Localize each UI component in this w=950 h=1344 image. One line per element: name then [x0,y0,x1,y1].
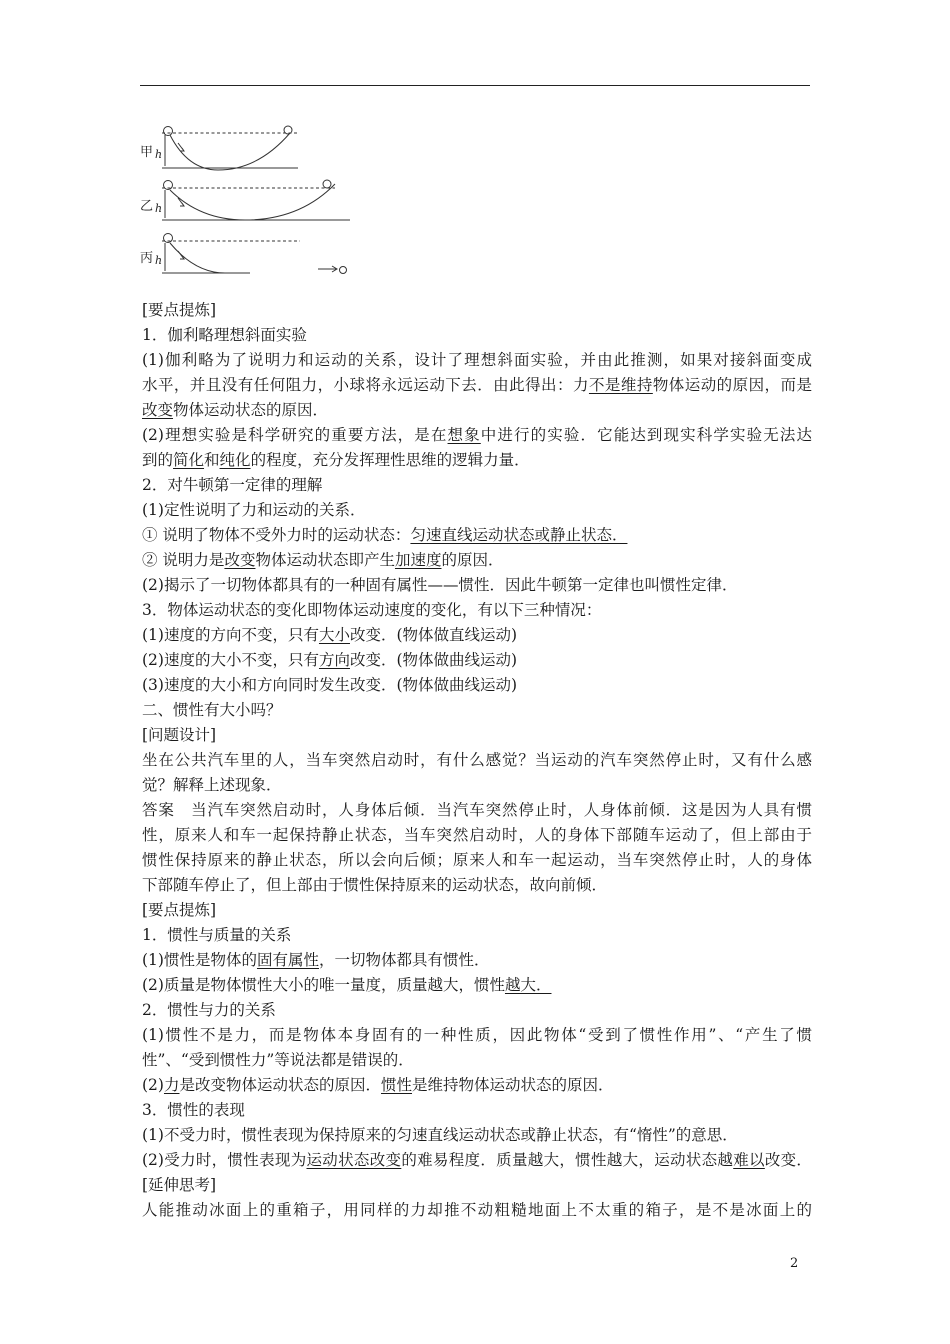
text-segment: 物体运动状态即产生 [255,551,395,569]
text-segment: 答案 当汽车突然启动时，人身体后倾．当汽车突然停止时，人身体前倾．这是因为人具有惯 [142,801,812,819]
text-line [142,298,812,323]
figure-label-jia: 甲 [140,145,154,160]
underlined-answer: 力 [163,1076,180,1094]
text-line [142,1048,812,1073]
page-number: 2 [790,1256,799,1271]
text-line [142,1198,812,1223]
underlined-answer: 加速度 [394,551,442,569]
text-segment: 水平，并且没有任何阻力，小球将永远运动下去．由此得出：力 [142,376,589,394]
text-segment: 改变．(物体做曲线运动) [349,651,518,669]
text-segment: 2．惯性与力的关系 [142,1001,276,1019]
text-segment: [要点提炼] [142,901,217,919]
text-line [142,923,812,948]
text-line [142,848,812,873]
text-segment: (2) [142,1076,164,1094]
text-segment: 人能推动冰面上的重箱子，用同样的力却推不动粗糙地面上不太重的箱子，是不是冰面上的 [142,1201,812,1219]
text-line [142,498,812,523]
text-line [142,973,812,998]
text-segment: (1)惯性是物体的 [142,951,257,969]
text-line [142,998,812,1023]
text-line [142,798,812,823]
figure-h-label: h [155,254,163,267]
text-segment: 的难易程度．质量越大，惯性越大，运动状态越 [401,1151,734,1169]
text-segment: 惯性保持原来的静止状态，所以会向后倾；原来人和车一起运动，当车突然停止时，人的身体 [142,851,812,869]
text-segment: [问题设计] [142,726,217,744]
text-line [142,348,812,373]
text-segment: 1．伽利略理想斜面实验 [142,326,307,344]
underlined-answer: 固有属性 [256,951,319,969]
text-segment: (1)惯性不是力，而是物体本身固有的一种性质，因此物体“受到了惯性作用”、“产生了惯 [142,1026,812,1044]
underlined-answer: 方向 [318,651,350,669]
text-segment: (1)不受力时，惯性表现为保持原来的匀速直线运动状态或静止状态，有“惰性”的意思． [142,1126,738,1144]
text-line [142,573,812,598]
document-body [142,298,812,1223]
text-line [142,773,812,798]
text-segment: 和 [204,451,220,469]
text-line [142,473,812,498]
text-line [142,423,812,448]
text-segment: 的程度，充分发挥理性思维的逻辑力量． [250,451,530,469]
underlined-answer: 运动状态改变 [306,1151,402,1169]
text-segment: (2)受力时，惯性表现为 [142,1151,307,1169]
text-segment: [要点提炼] [142,301,217,319]
underlined-answer: 纯化 [219,451,251,469]
text-segment: 性，原来人和车一起保持静止状态，当车突然启动时，人的身体下部随车运动了，但上部由于 [142,826,812,844]
text-line [142,598,812,623]
underlined-answer: 改变 [142,401,174,419]
text-line [142,1098,812,1123]
text-line [142,1123,812,1148]
text-line [142,1023,812,1048]
text-line [142,748,812,773]
text-segment: 觉？解释上述现象． [142,776,282,794]
underlined-answer: 难以 [733,1151,765,1169]
underlined-answer: 匀速直线运动状态或静止状态． [410,526,628,544]
text-line [142,898,812,923]
text-line [142,698,812,723]
text-line [142,948,812,973]
underlined-answer: 改变 [224,551,256,569]
figure-h-label: h [155,148,163,161]
text-segment: 3．惯性的表现 [142,1101,245,1119]
text-line [142,823,812,848]
text-segment: 物体运动的原因，而是 [652,376,812,394]
text-segment: 改变． [764,1151,812,1169]
figure-label-yi: 乙 [140,199,154,214]
text-segment: (2)理想实验是科学研究的重要方法，是在 [142,426,448,444]
text-line [142,373,812,398]
text-segment: 下部随车停止了，但上部由于惯性保持原来的运动状态，故向前倾． [142,876,608,894]
galileo-ramp-figure [140,118,370,283]
underlined-answer: 想象 [447,426,481,444]
text-line [142,323,812,348]
figure-label-bing: 丙 [140,251,154,266]
text-segment: (1)定性说明了力和运动的关系． [142,501,366,519]
text-segment: 性”、“受到惯性力”等说法都是错误的． [142,1051,414,1069]
text-segment: 中进行的实验．它能达到现实科学实验无法达 [480,426,812,444]
header-rule [140,85,810,86]
text-segment: 2．对牛顿第一定律的理解 [142,476,323,494]
text-segment: 的原因． [441,551,504,569]
text-segment: ② 说明力是 [142,551,225,569]
text-segment: 物体运动状态的原因． [173,401,329,419]
text-segment: (3)速度的大小和方向同时发生改变．(物体做曲线运动) [142,676,518,694]
text-line [142,623,812,648]
text-segment: ① 说明了物体不受外力时的运动状态： [142,526,411,544]
text-segment: 是维持物体运动状态的原因． [412,1076,614,1094]
text-line [142,723,812,748]
figure-h-label: h [155,202,163,215]
text-line [142,1073,812,1098]
text-line [142,1173,812,1198]
underlined-answer: 不是维持 [588,376,653,394]
text-line [142,673,812,698]
text-segment: (1)伽利略为了说明力和运动的关系，设计了理想斜面实验，并由此推测，如果对接斜面变成 [142,351,812,369]
text-segment: (2)质量是物体惯性大小的唯一量度，质量越大，惯性 [142,976,505,994]
text-line [142,523,812,548]
text-segment: 改变．(物体做直线运动) [349,626,518,644]
text-line [142,648,812,673]
text-segment: [延伸思考] [142,1176,217,1194]
text-segment: 到的 [142,451,174,469]
text-segment: 二、惯性有大小吗？ [142,701,282,719]
underlined-answer: 惯性 [381,1076,413,1094]
text-segment: (1)速度的方向不变，只有 [142,626,319,644]
text-segment: (2)揭示了一切物体都具有的一种固有属性——惯性．因此牛顿第一定律也叫惯性定律． [142,576,738,594]
underlined-answer: 大小 [318,626,350,644]
text-line [142,398,812,423]
text-segment: 坐在公共汽车里的人，当车突然启动时，有什么感觉？当运动的汽车突然停止时，又有什么感 [142,751,812,769]
text-line [142,1148,812,1173]
text-line [142,548,812,573]
underlined-answer: 越大． [504,976,552,994]
text-segment: 是改变物体运动状态的原因． [179,1076,381,1094]
text-segment: ，一切物体都具有惯性． [318,951,490,969]
text-line [142,873,812,898]
text-segment: (2)速度的大小不变，只有 [142,651,319,669]
text-segment: 3．物体运动状态的变化即物体运动速度的变化，有以下三种情况： [142,601,602,619]
underlined-answer: 简化 [173,451,205,469]
text-line [142,448,812,473]
text-segment: 1．惯性与质量的关系 [142,926,292,944]
